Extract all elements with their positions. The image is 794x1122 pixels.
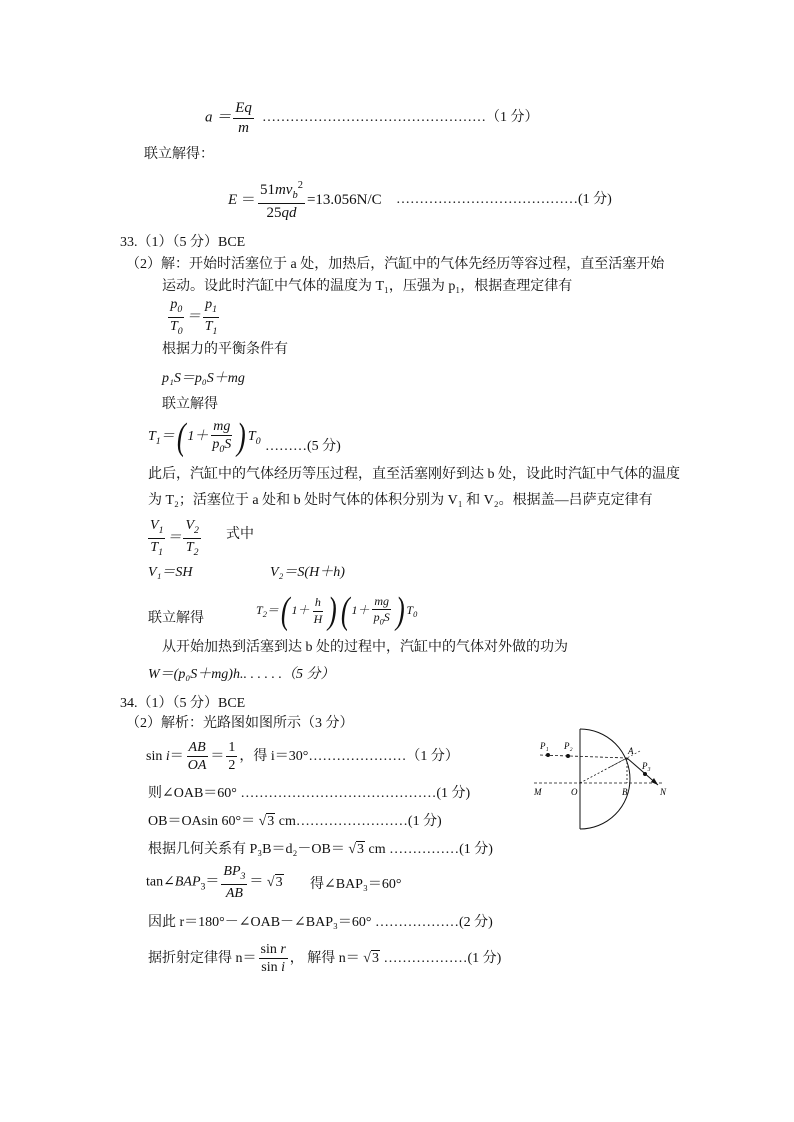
work-eq: W＝(p₀S＋mg)h.. . . . . .（5 分） bbox=[148, 667, 335, 682]
charles-law-eq: $\frac{p_0}{T_0}$ ＝ $\frac{p_1}{T_1}$ bbox=[170, 297, 218, 337]
q33-part3-line2: 为 T₂；活塞位于 a 处和 b 处时气体的体积分别为 V₁ 和 V₂。根据盖—吕萨克定律有 bbox=[148, 493, 653, 508]
q34-part2: （2）解析：光路图如图所示（3 分） bbox=[126, 716, 354, 731]
T2-formula: $T_2=$( 1＋ $\frac{h}{H}$ )( 1＋ $\frac{mg}{p_0S}$ ) $T_0$ bbox=[256, 590, 418, 632]
arrow-head bbox=[651, 778, 658, 785]
tan-eq: $\tan\angle BAP_3=$ $\frac{BP_3}{AB}$ ＝ √3 bbox=[146, 864, 283, 901]
r-eq: 因此 r＝180°－∠OAB－∠BAP₃＝60° ………………(2 分) bbox=[148, 915, 493, 930]
label-P3: P₃ bbox=[642, 761, 651, 771]
label-P1: P₁ bbox=[540, 741, 549, 751]
label-M: M bbox=[534, 787, 542, 797]
E-score: …………………………………(1 分) bbox=[396, 192, 612, 207]
radius-OA bbox=[580, 758, 627, 783]
normal-A bbox=[610, 751, 640, 767]
pin-P3 bbox=[643, 772, 647, 776]
n-eq: 据折射定律得 n＝ $\frac{\text{sin r}}{\text{sin i}}$ ， 解得 n＝ √3 ………………(1 分) bbox=[148, 942, 502, 976]
acc-formula: a ＝ $\frac{Eq}{m}$ bbox=[205, 100, 252, 136]
optics-diagram bbox=[530, 725, 680, 835]
geo-eq: 根据几何关系有 P₃B＝d₂－OB＝ √3 cm ……………(1 分) bbox=[148, 842, 493, 857]
V2-eq: V₂＝S(H＋h) bbox=[270, 565, 345, 580]
sin-i-eq: sin i＝ $\frac{AB}{OA}$ ＝ $\frac{1}{2}$ ，得 i＝30°…………………（1 分） bbox=[146, 740, 459, 774]
solve-line-3: 联立解得 bbox=[148, 611, 204, 626]
label-P2: P₂ bbox=[564, 741, 573, 751]
solve-line-2: 联立解得 bbox=[162, 397, 218, 412]
work-text: 从开始加热到活塞到达 b 处的过程中，汽缸中的气体对外做的功为 bbox=[162, 640, 568, 655]
pin-P2 bbox=[566, 754, 570, 758]
label-A: A bbox=[628, 746, 634, 756]
acc-score: …………………………………………（1 分） bbox=[262, 110, 539, 125]
T1-score: ………(5 分) bbox=[265, 439, 341, 454]
q33-part2-line1: （2）解：开始时活塞位于 a 处，加热后，汽缸中的气体先经历等容过程，直至活塞开始 bbox=[126, 257, 665, 272]
label-N: N bbox=[660, 787, 667, 797]
where-text: 式中 bbox=[226, 527, 254, 542]
q33-part3-line1: 此后，汽缸中的气体经历等压过程，直至活塞刚好到达 b 处，设此时汽缸中气体的温度 bbox=[148, 467, 680, 482]
q33-part2-line2: 运动。设此时汽缸中气体的温度为 T₁，压强为 p₁，根据查理定律有 bbox=[162, 279, 573, 294]
q34-header: 34.（1）（5 分）BCE bbox=[120, 696, 246, 711]
balance-eq: p₁S＝p₀S＋mg bbox=[162, 371, 245, 386]
incident-ray bbox=[540, 755, 627, 758]
pin-P1 bbox=[546, 753, 550, 757]
angle-oab: 则∠OAB＝60° ……………………………………(1 分) bbox=[148, 786, 471, 801]
tan-result: 得∠BAP₃＝60° bbox=[310, 877, 402, 892]
T1-formula: $T_1=$( 1＋ $\frac{mg}{p_0S}$ ) $T_0$ bbox=[148, 416, 261, 458]
balance-text: 根据力的平衡条件有 bbox=[162, 342, 288, 357]
V1-eq: V₁＝SH bbox=[148, 565, 193, 580]
label-B: B bbox=[622, 787, 628, 797]
ob-eq: OB＝OAsin 60°＝ √3 cm……………………(1 分) bbox=[148, 814, 442, 829]
solve-line-1: 联立解得： bbox=[144, 147, 214, 162]
q33-header: 33.（1）（5 分）BCE bbox=[120, 235, 246, 250]
E-formula: E ＝ $\frac{51mv_b^2}{25qd}$ =13.056N/C bbox=[228, 180, 382, 221]
gay-lussac-eq: $\frac{V_1}{T_1}$ ＝ $\frac{V_2}{T_2}$ bbox=[150, 518, 199, 558]
label-O: O bbox=[571, 787, 578, 797]
